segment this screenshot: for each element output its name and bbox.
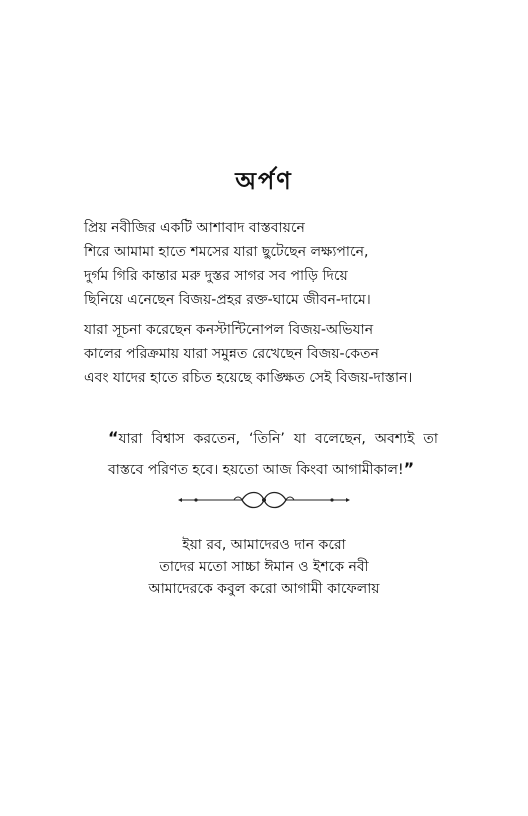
page-title: অর্পণ: [235, 167, 293, 195]
open-quote-mark: “: [108, 428, 119, 447]
dedication-stanza-2: [84, 318, 504, 390]
prayer-line: ইয়া রব, আমাদেরও দান করো: [182, 537, 346, 553]
poem-line: ছিনিয়ে এনেছেন বিজয়-প্রহর রক্ত-ঘামে জীবন-দামে।: [84, 292, 371, 308]
ornamental-divider-icon: [174, 486, 354, 514]
dedication-stanza-1: [84, 216, 504, 312]
prayer-line: আমাদেরকে কবুল করো আগামী কাফেলায়: [148, 581, 380, 597]
poem-line: এবং যাদের হাতে রচিত হয়েছে কাঙ্ক্ষিত সেই বিজয়-দাস্তান।: [84, 370, 413, 386]
quote-block: [108, 423, 438, 485]
poem-line: প্রিয় নবীজির একটি আশাবাদ বাস্তবায়নে: [84, 220, 305, 236]
close-quote-mark: ”: [403, 459, 415, 478]
poem-line: শিরে আমামা হাতে শমসের যারা ছুটেছেন লক্ষ্যপানে,: [84, 244, 369, 260]
poem-line: কালের পরিক্রমায় যারা সমুন্নত রেখেছেন বিজয়-কেতন: [84, 346, 379, 362]
quote-text: যারা বিশ্বাস করতেন, ‘তিনি’ যা বলেছেন, অবশ্যই তা বাস্তবে পরিণত হবে। হয়তো আজ কিংবা আগামীকাল!: [108, 431, 438, 478]
prayer-stanza: [0, 534, 528, 600]
prayer-line: তাদের মতো সাচ্চা ঈমান ও ইশকে নবী: [159, 559, 369, 575]
poem-line: দুর্গম গিরি কান্তার মরু দুস্তর সাগর সব পাড়ি দিয়ে: [84, 268, 348, 284]
poem-line: যারা সূচনা করেছেন কনস্টান্টিনোপল বিজয়-অভিযান: [84, 322, 374, 338]
